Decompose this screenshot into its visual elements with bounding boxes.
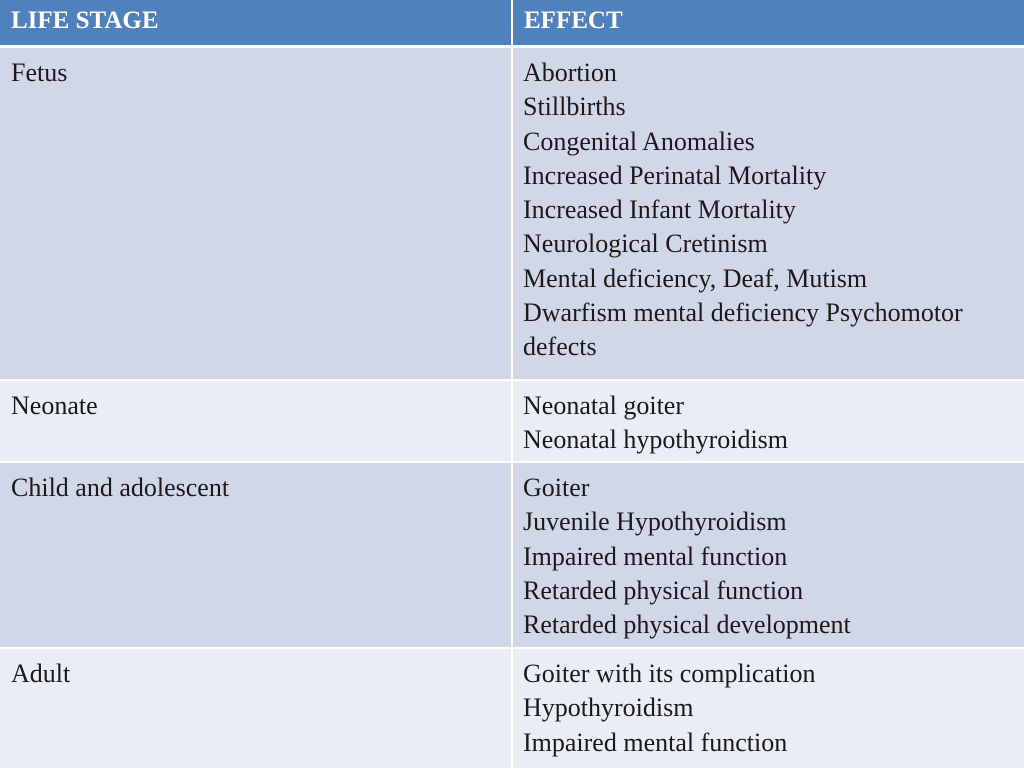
- header-life-stage: LIFE STAGE: [0, 0, 511, 48]
- list-item: Congenital Anomalies: [523, 126, 755, 156]
- list-item: Neonatal goiter: [523, 391, 684, 420]
- list-item: Juvenile Hypothyroidism: [523, 507, 787, 537]
- list-item: Abortion: [523, 58, 617, 87]
- list-item: Hypothyroidism: [523, 693, 694, 723]
- list-item: Impaired mental function: [523, 541, 788, 571]
- table-row-effects: [511, 647, 1024, 768]
- table-row-effects: [511, 379, 1024, 461]
- list-item: Retarded physical function: [523, 575, 804, 605]
- table-row-stage: Fetus: [0, 48, 511, 379]
- list-item: Mental deficiency, Deaf, Mutism: [523, 263, 868, 293]
- list-item: Stillbirths: [523, 92, 626, 122]
- effect-list: [523, 56, 1014, 365]
- list-item: Increased Perinatal Mortality: [523, 160, 827, 190]
- list-item: Neonatal hypothyroidism: [523, 425, 789, 455]
- list-item: Goiter: [523, 473, 590, 502]
- list-item: Goiter with its complication: [523, 659, 816, 688]
- table-row-stage: Adult: [0, 647, 511, 768]
- list-item: Neurological Cretinism: [523, 229, 768, 259]
- list-item: Dwarfism mental deficiency Psychomotor defects: [523, 298, 963, 362]
- effect-list: [523, 389, 1014, 458]
- effect-list: [523, 657, 1014, 760]
- table-row-stage: Child and adolescent: [0, 461, 511, 647]
- list-item: Impaired mental function: [523, 727, 788, 757]
- header-effect: EFFECT: [511, 0, 1024, 48]
- effect-list: [523, 471, 1014, 642]
- table-row-effects: [511, 461, 1024, 647]
- list-item: Retarded physical development: [523, 610, 851, 640]
- list-item: Increased Infant Mortality: [523, 195, 796, 225]
- table-row-effects: [511, 48, 1024, 379]
- table-row-stage: Neonate: [0, 379, 511, 461]
